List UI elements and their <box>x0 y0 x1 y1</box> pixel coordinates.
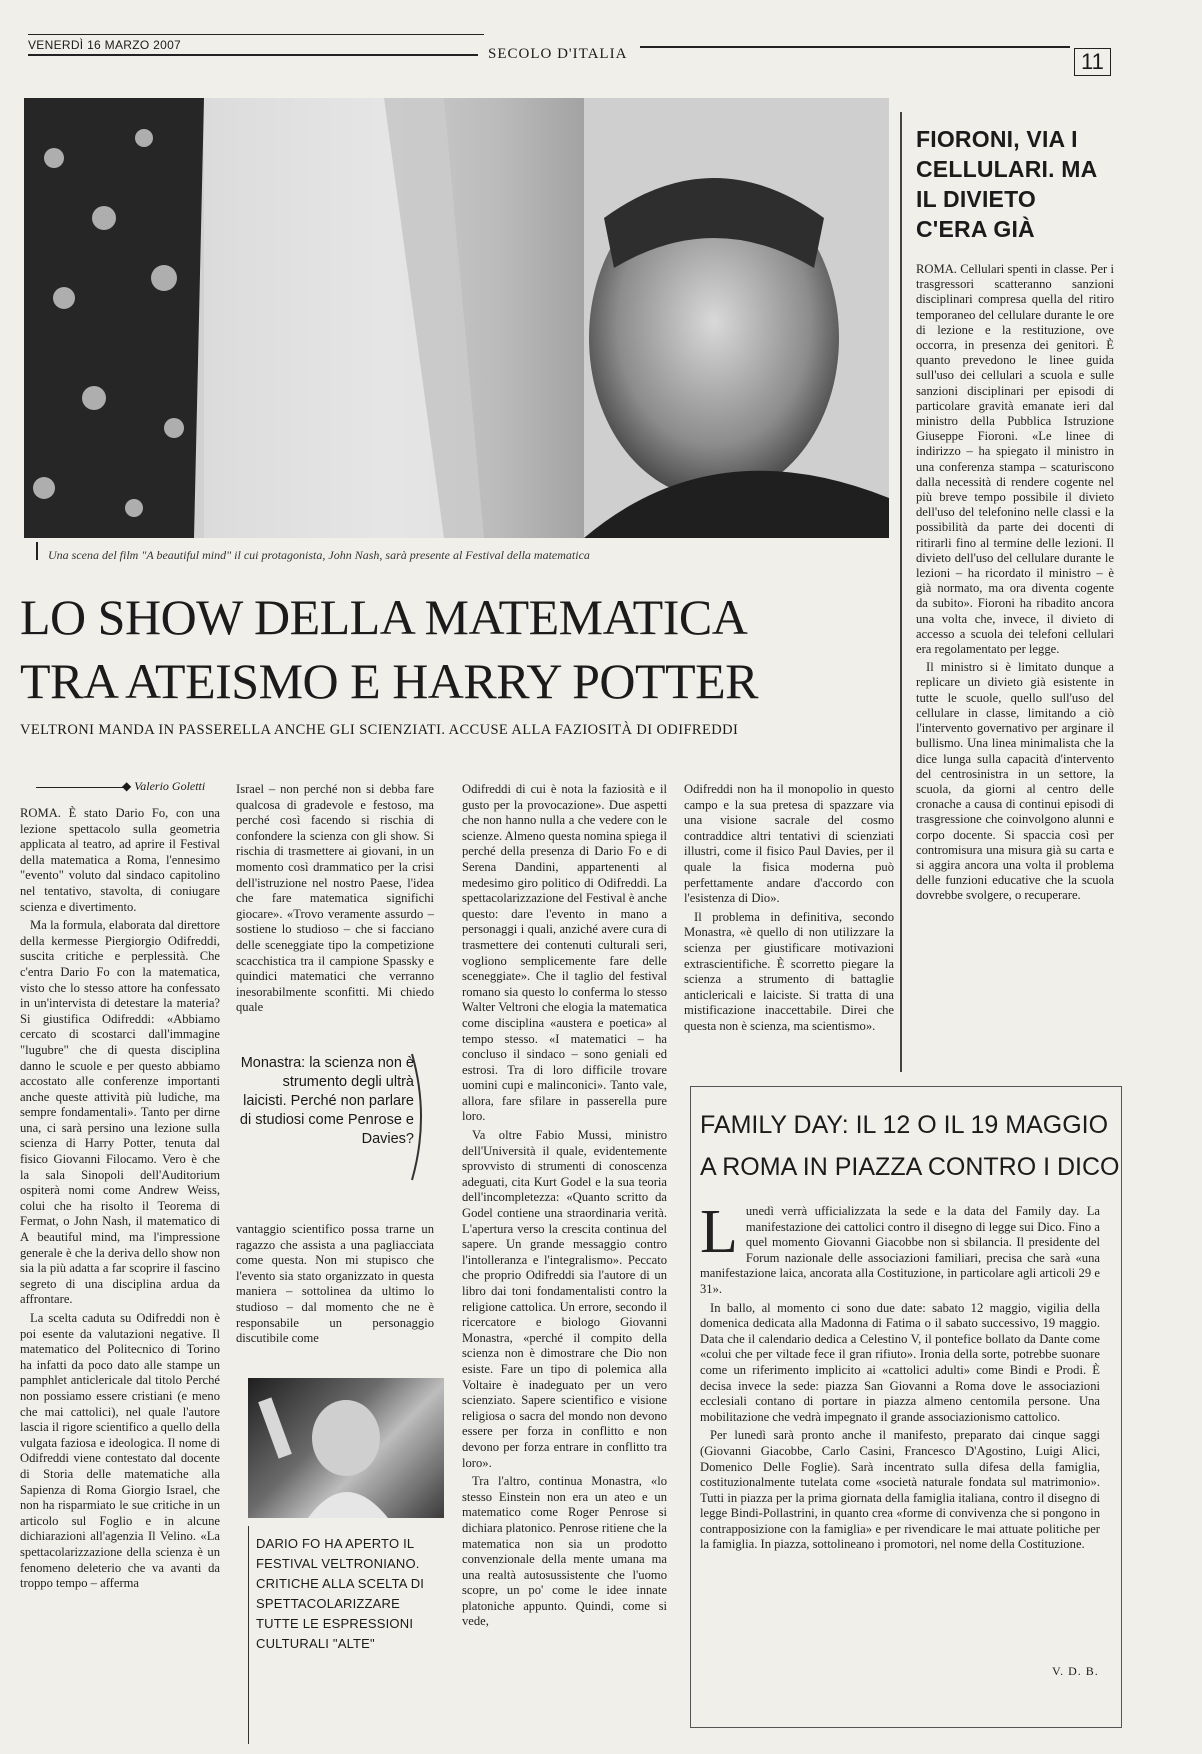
article-paragraph: La scelta caduta su Odifreddi non è poi esente da valutazioni negative. Il matematico del Politecnico di Torino ha infatti da poco dato alle stampe un pamphlet anticlericale dal titolo Perché non possiamo essere cristiani (e meno che mai cattolici), nel quale l'autore lascia il rigore scientifico a quello della vulgata faziosa e ideologica. Il nome di Odifreddi viene contestato dal docente di Storia delle matematiche alla Sapienza di Roma Giorgio Israel, che non ha risparmiato le sue critiche in un articolo sul Foglio e in alcune dichiarazioni all'agenzia Il Velino. «La spettacolarizzazione della scienza è un fenomeno deleterio che va avanti da troppo tempo – afferma <box>20 1311 220 1591</box>
pullquote <box>236 1054 414 1149</box>
family-day-body <box>700 1204 1100 1654</box>
main-photo <box>24 98 889 538</box>
article-paragraph: Va oltre Fabio Mussi, ministro dell'Università il quale, evidentemente sprovvisto di strumenti di conoscenza adeguati, cita Kurt Godel e la sua teoria dell'incompletezza: «Quanto scritto da Godel contiene una straordinaria verità. L'apertura verso la crescita continua del sapere. Un grande messaggio contro l'intolleranza e l'integralismo». Peccato che proprio Odifreddi sia l'autore di un libro dai toni fondamentalisti contro la religione cattolica. Un errore, secondo il ricercatore e biologo Giovanni Monastra, «perché il compito della scienza non è dimostrare che Dio non esiste. Fare un tipo di polemica alla Voltaire è inadeguato per un vero scienziato. Sapere scientifico e visione religiosa o sacra del mondo non devono essere per forza in conflitto e non devono per forza entrare in conflitto tra loro». <box>462 1128 667 1470</box>
article-column-4 <box>684 782 894 1072</box>
dario-fo-illustration <box>248 1378 444 1518</box>
family-day-headline-line1: FAMILY DAY: IL 12 O IL 19 MAGGIO <box>700 1111 1109 1139</box>
main-photo-illustration <box>24 98 889 538</box>
pullquote-text: Monastra: la scienza non è strumento degli ultrà laicisti. Perché non parlare di studiosi come Penrose e Davies? <box>239 1055 414 1147</box>
article-column-2-bottom <box>236 1222 434 1352</box>
article-paragraph: vantaggio scientifico possa trarne un ragazzo che assista a una pagliacciata come questa. Non mi stupisco che l'evento sia stato organizzato in questa maniera – sottolinea da ultimo lo studioso – dal momento che ne è responsabile un personaggio discutibile come <box>236 1222 434 1346</box>
masthead-rule-right <box>640 46 1070 48</box>
family-day-lead: unedì verrà ufficializzata la sede e la data del Family day. La manifestazione dei cattolici contro il disegno di legge sui Dico. Fino a quel momento Giovanni Giacobbe non si sbilancia. Il presidente del Forum nazionale delle associazioni familiari, precisa che sarà «una manifestazione laica, ancorata alla Costituzione, in particolare agli articoli 29 e 31». <box>700 1204 1100 1296</box>
family-day-headline-line2: A ROMA IN PIAZZA CONTRO I DICO <box>700 1153 1120 1181</box>
page-number: 11 <box>1074 48 1111 76</box>
masthead-rule-left <box>28 54 478 56</box>
article-column-2 <box>236 782 434 1044</box>
sidebar-border <box>900 112 902 1072</box>
article-paragraph: Tra l'altro, continua Monastra, «lo stesso Einstein non era un ateo e un matematico come Roger Penrose si dichiara platonico. Penrose ritiene che la matematica non sia un prodotto convenzionale della mente umana ma una realtà autosussistente che l'uomo scopre, un po' come le idee innate platoniche appunto. Quindi, come si vede, <box>462 1474 667 1629</box>
article-column-3 <box>462 782 667 1732</box>
family-day-dropcap: L <box>700 1204 738 1266</box>
article-paragraph: ROMA. È stato Dario Fo, con una lezione spettacolo sulla geometria applicata al teatro, ad aprire il Festival della matematica a Roma, l'ennesimo "evento" voluto dal sindaco capitolino nel tentativo, stavolta, di coniugare scienza e divertimento. <box>20 806 220 914</box>
article-paragraph: Odifreddi non ha il monopolio in questo campo e la sua pretesa di spazzare via una visione sacrale del cosmo contraddice altri tentativi di scienziati illustri, come il fisico Paul Davies, per il quale la fisica moderna può perfettamente andare d'accordo con l'esistenza di Dio». <box>684 782 894 906</box>
family-day-paragraph <box>700 1204 1100 1298</box>
sidebar-paragraph: ROMA. Cellulari spenti in classe. Per i trasgressori scatteranno sanzioni disciplinari compresa quella del ritiro temporaneo del cellulare durante le ore di lezione e la restituzione, ove occorra, in presenza dei genitori. È quanto prevedono le linee guida sull'uso dei cellulari a scuola e sulle sanzioni disciplinari per episodi di particolare gravità emanate ieri dal ministro della Pubblica Istruzione Giuseppe Fioroni. «Le linee di indirizzo – ha spiegato il ministro in una conferenza stampa – scaturiscono dalla necessità di rendere cogente nel più breve tempo possibile il divieto dell'uso del telefonino nelle classi e la possibilità da parte dei docenti di ritirarli fino al termine delle lezioni. Il divieto dell'uso del cellulare durante le lezioni – ha ricordato il ministro – è già normato, ma ora diventa cogente da subito». Fioroni ha ribadito ancora una volta che, invece, il divieto di accesso a scuola dei telefoni cellulari era regolamentato per legge. <box>916 262 1114 657</box>
masthead-paper-name: SECOLO D'ITALIA <box>488 46 628 62</box>
masthead-date: VENERDÌ 16 MARZO 2007 <box>28 38 182 52</box>
dario-fo-caption: DARIO FO HA APERTO IL FESTIVAL VELTRONIANO. CRITICHE ALLA SCELTA DI SPETTACOLARIZZARE TUTTE LE ESPRESSIONI CULTURALI "ALTE" <box>256 1536 425 1651</box>
article-paragraph: Il problema in definitiva, secondo Monastra, «è quello di non utilizzare la scienza per giustificare motivazioni extrascientifiche. È scorretto piegare la scienza a strumento di battaglie anticlericali e laiciste. Si tratta di una mistificazione inaccettabile. Direi che questa non è scienza, ma scientismo». <box>684 909 894 1033</box>
main-photo-caption: Una scena del film "A beautiful mind" il cui protagonista, John Nash, sarà presente al Festival della matematica <box>48 548 590 562</box>
masthead-rule-top <box>28 34 484 35</box>
caption-marker <box>36 542 38 560</box>
article-paragraph: Israel – non perché non si debba fare qualcosa di gradevole e festoso, ma perché così facendo si rischia di confondere la scienza con gli show. Si rischia di trasmettere ai giovani, in un momento così drammatico per la crisi dell'istruzione nel nostro Paese, l'idea che fare matematica significhi giocare». «Trovo veramente assurdo – sostiene lo studioso – che si facciano delle sceneggiate tipo la competizione scacchistica tra il campione Spassky e quindici matematici che verranno inesorabilmente sconfitti. Mi chiedo quale <box>236 782 434 1015</box>
main-subheadline: VELTRONI MANDA IN PASSERELLA ANCHE GLI SCIENZIATI. ACCUSE ALLA FAZIOSITÀ DI ODIFREDDI <box>20 722 739 738</box>
family-day-paragraph: Per lunedì sarà pronto anche il manifesto, preparato dai cinque saggi (Giovanni Giacobbe, Carlo Casini, Francesco D'Agostino, Luigi Alici, Domenico Delle Foglie). Sarà incentrato sulla difesa della famiglia, costituzionalmente tutelata come «società naturale fondata sul matrimonio». Tutti in piazza per la prima giornata della famiglia italiana, contro il disegno di legge Bindi-Pollastrini, in quanto crea «forme di convivenza che si pongono in contrapposizione con la famiglia» e per rivendicare le mai attuate politiche per la famiglia. In piazza, sottolineano i promotori, nel nome della Costituzione. <box>700 1428 1100 1552</box>
article-paragraph: Ma la formula, elaborata dal direttore della kermesse Piergiorgio Odifreddi, suscita critiche e perplessità. Che c'entra Dario Fo con la matematica, visto che lo stesso attore ha confessato in un'intervista di detestare la materia? Si giustifica Odifreddi: «Abbiamo cercato di scostarci dall'immagine "lugubre" che di questa disciplina danno le scuole e per questo abbiamo accostato alle conferenze importanti anche queste attività più ludiche, ma sempre fondamentali». Tanto per dirne una, ci sarà persino una lezione sulla scienza di Harry Potter, tenuta dal fisico Giovanni Filocamo. Vero è che la sala Sinopoli dell'Auditorium ospiterà nomi come Andrew Weiss, colui che ha risolto il Teorema di Fermat, o John Nash, il matematico di A beautiful mind, ma l'impressione generale è che la deriva dello show non sia la più adatta a far scoprire il fascino segreto di una disciplina ardua da affrontare. <box>20 918 220 1307</box>
byline-diamond: ◆ <box>122 779 135 793</box>
family-day-paragraph: In ballo, al momento ci sono due date: sabato 12 maggio, vigilia della domenica dedicata alla Madonna di Fatima o il sabato successivo, 19 maggio. Data che il calendario dedica a Celestino V, il pontefice bollato da Dante come «colui che per viltade fece il gran rifiuto». Ironia della sorte, potrebbe suonare come un riferimento implicito ai «cattolici adulti» come Bindi e Prodi. È decisa invece la sede: piazza San Giovanni a Roma dove le associazioni ecclesiali contano di portare in piazza almeno centomila persone. Una mobilitazione che vedrà impegnato il grande associazionismo cattolico. <box>700 1300 1100 1424</box>
dario-fo-photo <box>248 1378 444 1518</box>
main-headline-line2: TRA ATEISMO E HARRY POTTER <box>20 653 759 709</box>
sidebar-headline: FIORONI, VIA I CELLULARI. MA IL DIVIETO C'ERA GIÀ <box>916 126 1097 242</box>
article-paragraph: Odifreddi di cui è nota la faziosità e il gusto per la provocazione». Due aspetti che non hanno nulla a che vedere con le scienze. Almeno questa nomina spiega il perché della presenza di Dario Fo e di Serena Dandini, appartenenti al medesimo giro politico di Odifreddi. La spettacolarizzazione del Festival è anche questo: dare l'evento in mano a personaggi i quali, anziché avere cura di trasmettere dei contenuti culturali seri, vogliono semplicemente fare delle sceneggiate». Che il taglio del festival romano sia questo lo conferma lo stesso Walter Veltroni che elogia la matematica come disciplina «austera e poetica» al tempo stesso. «I matematici – ha concluso il sindaco – sono geniali ed estrosi. Tra di loro difficile trovare uomini cupi e malinconici». Tanto vale, allora, fare sfilare in passerella pure loro. <box>462 782 667 1124</box>
pullquote-bracket <box>408 1052 432 1182</box>
sidebar-paragraph: Il ministro si è limitato dunque a replicare un divieto già esistente in tutte le scuole, quello sull'uso del cellulare in classe, limitando a ciò l'intervento governativo per arginare il bullismo. Una linea minimalista che la dice lunga sulla capacità d'intervento del centrosinistra in un settore, la scuola, da giorni al centro delle cronache a causa di continui episodi di trasgressione che coinvolgono alunni e corpo docente. Si spaccia così per contromisura una misura già su carta e si aggira ancora una volta il problema delle funzioni educative che la scuola dovrebbe svolgere, o recuperare. <box>916 660 1114 903</box>
main-headline-line1: LO SHOW DELLA MATEMATICA <box>20 589 748 645</box>
byline-rule <box>36 787 126 788</box>
sidebar-body <box>916 262 1114 1070</box>
article-column-1 <box>20 806 220 1746</box>
byline-author: Valerio Goletti <box>134 779 206 793</box>
family-day-signature: V. D. B. <box>1052 1664 1099 1678</box>
byline <box>122 779 205 794</box>
